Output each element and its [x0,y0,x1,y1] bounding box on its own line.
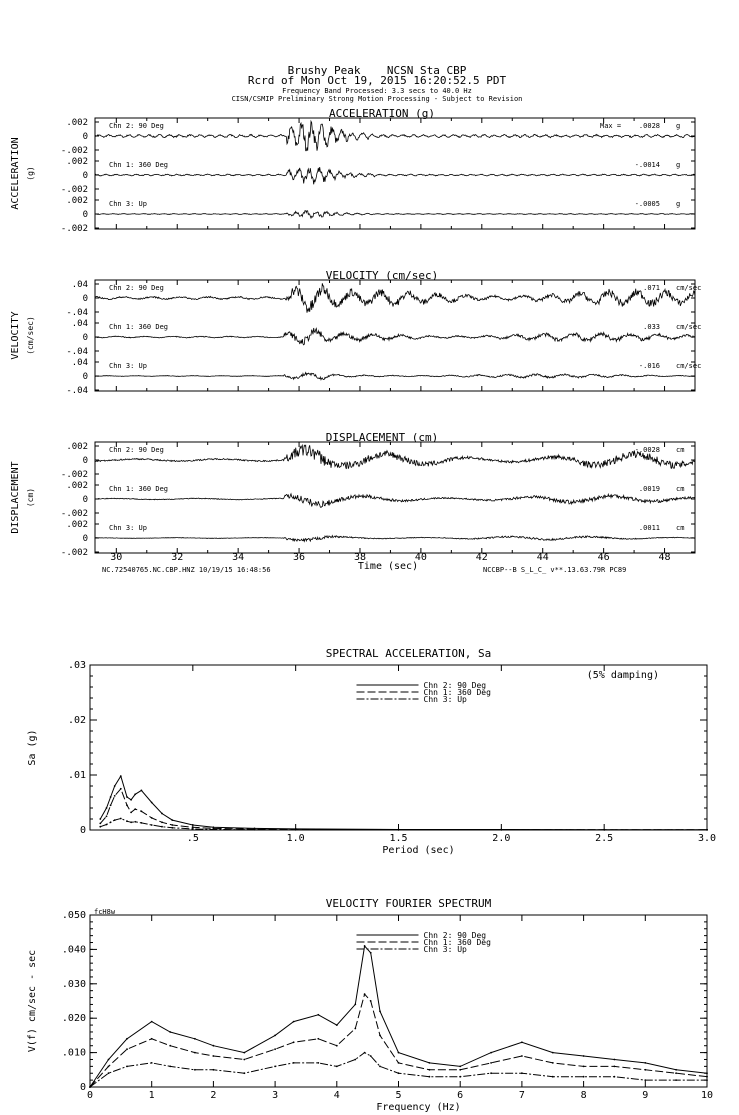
data-point [274,1066,276,1068]
channel-label: Chn 2: 90 Deg [109,122,164,130]
x-tick-label: 0 [86,1090,94,1101]
channel-peak-value: -.0028 [634,446,660,454]
data-point [192,826,194,828]
data-point [706,829,708,831]
channel-peak-unit: cm/sec [676,323,702,331]
data-point [108,1072,110,1074]
data-point [151,1021,153,1023]
channel-peak-unit: cm/sec [676,284,702,292]
amplitude-tick-label: -.002 [60,548,88,558]
channel-peak-unit: g [676,161,681,169]
data-point [317,1038,319,1040]
panel-frame [95,118,695,229]
data-point [459,1076,461,1078]
data-point [552,1062,554,1064]
data-point [213,829,215,831]
data-point [354,1028,356,1030]
series-line [100,789,707,830]
data-point [644,1079,646,1081]
time-tick-label: 44 [536,552,549,563]
data-point [490,1062,492,1064]
y-axis-label: Sa (g) [27,729,38,766]
data-point [151,1062,153,1064]
data-point [706,1072,708,1074]
amplitude-tick-label: -.002 [60,146,88,156]
time-tick-label: 42 [475,552,488,563]
data-point [379,1066,381,1068]
data-point [151,824,153,826]
channel-waveform [95,373,695,380]
data-point [336,1066,338,1068]
channel-peak-unit: g [676,122,681,130]
data-point [110,796,112,798]
data-point [169,1045,171,1047]
time-tick-label: 36 [293,552,306,563]
amplitude-tick-label: 0 [82,132,88,142]
panel-ylabel: DISPLACEMENT [10,461,21,534]
amplitude-tick-label: .002 [66,196,88,206]
legend-entry: Chn 1: 360 Deg [423,938,491,947]
x-tick-label: 9 [642,1090,649,1101]
data-point [644,1069,646,1071]
x-tick-label: 2.0 [492,833,511,844]
data-point [500,829,502,831]
data-point [99,818,101,820]
data-point [614,1059,616,1061]
amplitude-tick-label: .002 [66,118,88,128]
channel-peak-value: -.0014 [634,161,660,169]
data-point [317,1062,319,1064]
y-tick-label: 0 [79,1082,86,1093]
data-point [151,1038,153,1040]
amplitude-tick-label: -.04 [66,347,88,357]
y-tick-label: .01 [67,770,86,781]
data-point [106,815,108,817]
x-tick-label: 1.5 [389,833,408,844]
channel-label: Chn 1: 360 Deg [109,485,169,493]
data-point [398,829,400,831]
y-tick-label: .030 [61,978,86,990]
time-tick-label: 32 [171,552,184,563]
amplitude-tick-label: -.002 [60,470,88,480]
data-point [364,945,366,947]
y-tick-label: .03 [67,660,86,671]
data-point [108,1059,110,1061]
data-point [114,785,116,787]
data-point [141,822,143,824]
y-tick-label: 0 [79,825,86,836]
data-point [243,1059,245,1061]
data-point [171,827,173,829]
x-tick-label: 2.5 [595,833,614,844]
chart-frame [90,665,707,830]
chart-title: VELOCITY FOURIER SPECTRUM [325,897,492,910]
data-point [293,1041,295,1043]
chart-title: SPECTRAL ACCELERATION, Sa [325,647,492,660]
panel-title: DISPLACEMENT (cm) [325,431,439,444]
data-point [126,804,128,806]
data-point [370,1000,372,1002]
footer-processing-code: NCCBP--B S_L_C_ v**.13.63.79R PC89 [483,566,627,574]
channel-peak-value: -.0005 [634,200,660,208]
data-point [194,1069,196,1071]
data-point [194,1052,196,1054]
channel-label: Chn 1: 360 Deg [109,323,169,331]
data-point [130,812,132,814]
channel-label: Chn 3: Up [109,200,147,208]
data-point [134,793,136,795]
footer-record-id: NC.72540765.NC.CBP.HNZ 10/19/15 16:48:56 [102,566,271,574]
time-tick-label: 30 [110,552,123,563]
header-station: Brushy Peak NCSN Sta CBP [287,64,467,77]
amplitude-tick-label: 0 [82,456,88,466]
data-point [521,1055,523,1057]
channel-waveform [95,211,695,218]
data-point [134,821,136,823]
x-tick-label: 1 [148,1090,155,1101]
amplitude-tick-label: -.002 [60,509,88,519]
data-point [379,1010,381,1012]
x-tick-label: 6 [457,1090,464,1101]
header-record: Rcrd of Mon Oct 19, 2015 16:20:52.5 PDT [247,74,507,87]
time-axis-label: Time (sec) [357,561,419,572]
channel-peak-unit: cm/sec [676,362,702,370]
x-tick-label: 3.0 [697,833,717,844]
series-line [100,776,707,830]
legend-entry: Chn 3: Up [423,945,467,954]
data-point [114,819,116,821]
data-point [336,1024,338,1026]
data-point [583,1076,585,1078]
panel-unit-label: (cm/sec) [26,316,35,355]
data-point [336,1045,338,1047]
damping-annotation: (5% damping) [586,670,659,681]
data-point [114,795,116,797]
data-point [603,829,605,831]
amplitude-tick-label: 0 [82,294,88,304]
time-tick-label: 46 [597,552,610,563]
data-point [370,952,372,954]
data-point [583,1066,585,1068]
data-point [398,1062,400,1064]
data-point [254,829,256,831]
time-tick-label: 38 [353,552,366,563]
legend-entry: Chn 1: 360 Deg [423,688,491,697]
amplitude-tick-label: 0 [82,372,88,382]
channel-peak-unit: g [676,200,681,208]
panel-title: ACCELERATION (g) [329,107,435,120]
data-point [490,1072,492,1074]
amplitude-tick-label: 0 [82,495,88,505]
data-point [398,1052,400,1054]
time-tick-label: 40 [414,552,427,563]
time-tick-label: 48 [658,552,671,563]
channel-label: Chn 3: Up [109,362,147,370]
data-point [293,1021,295,1023]
data-point [583,1055,585,1057]
y-tick-label: .040 [61,944,86,956]
amplitude-tick-label: -.002 [60,185,88,195]
data-point [293,1062,295,1064]
channel-peak-unit: cm [676,446,685,454]
data-point [120,818,122,820]
panel-title: VELOCITY (cm/sec) [325,269,439,282]
channel-label: Chn 2: 90 Deg [109,284,164,292]
data-point [354,1059,356,1061]
x-tick-label: 7 [518,1090,525,1101]
x-tick-label: 4 [333,1090,340,1101]
data-point [126,1048,128,1050]
data-point [126,1038,128,1040]
data-point [614,1076,616,1078]
amplitude-tick-label: -.04 [66,308,88,318]
legend-entry: Chn 2: 90 Deg [423,681,487,690]
data-point [169,1031,171,1033]
data-point [370,1055,372,1057]
data-point [213,1055,215,1057]
data-point [379,1035,381,1037]
amplitude-tick-label: 0 [82,171,88,181]
data-point [243,1052,245,1054]
data-point [120,775,122,777]
amplitude-tick-label: 0 [82,534,88,544]
data-point [151,817,153,819]
amplitude-tick-label: -.002 [60,224,88,234]
data-point [171,819,173,821]
data-point [106,824,108,826]
data-point [317,1014,319,1016]
report-header [232,64,523,103]
data-point [459,1066,461,1068]
panel-ylabel: VELOCITY [10,311,21,360]
data-point [706,1076,708,1078]
channel-waveform [95,536,695,542]
data-point [354,1004,356,1006]
data-point [126,796,128,798]
data-point [169,1066,171,1068]
amplitude-tick-label: 0 [82,210,88,220]
x-tick-label: 8 [580,1090,587,1101]
data-point [171,824,173,826]
legend-entry: Chn 3: Up [423,695,467,704]
legend-entry: Chn 2: 90 Deg [423,931,487,940]
x-axis-label: Frequency (Hz) [376,1102,461,1113]
data-point [110,804,112,806]
x-tick-label: 1.0 [286,833,305,844]
channel-peak-value: -.016 [638,362,660,370]
y-tick-label: .010 [61,1047,86,1059]
x-tick-label: 5 [395,1090,402,1101]
time-tick-label: 34 [232,552,245,563]
data-point [490,1052,492,1054]
data-point [243,1072,245,1074]
data-point [429,1076,431,1078]
data-point [99,823,101,825]
header-processing-note: CISN/CSMIP Preliminary Strong Motion Processing - Subject to Revision [231,95,523,103]
channel-waveform [95,167,695,184]
data-point [134,808,136,810]
data-point [99,826,101,828]
data-point [194,1038,196,1040]
data-point [364,993,366,995]
data-point [675,1072,677,1074]
data-point [141,810,143,812]
data-point [429,1069,431,1071]
data-point [192,828,194,830]
data-point [161,821,163,823]
header-frequency-band: Frequency Band Processed: 3.3 secs to 40.0 Hz [282,87,472,95]
data-point [429,1062,431,1064]
x-tick-label: 3 [272,1090,279,1101]
channel-waveform [95,494,695,508]
data-point [614,1066,616,1068]
amplitude-tick-label: .002 [66,481,88,491]
data-point [295,829,297,831]
channel-waveform [95,283,695,312]
channel-waveform [95,445,695,469]
data-point [141,790,143,792]
y-tick-label: .020 [61,1013,86,1025]
data-point [106,807,108,809]
channel-peak-value: .033 [643,323,660,331]
data-point [459,1069,461,1071]
data-point [706,1079,708,1081]
data-point [398,1072,400,1074]
x-tick-label: .5 [186,833,199,844]
data-point [120,788,122,790]
chart-frame [90,915,707,1087]
amplitude-tick-label: .04 [71,280,88,290]
amplitude-tick-label: -.04 [66,386,88,396]
channel-peak-unit: cm [676,524,685,532]
time-history-panels [10,107,701,563]
data-point [274,1035,276,1037]
y-tick-label: .050 [61,910,86,921]
channel-waveform [95,328,695,345]
data-point [89,1086,91,1088]
channel-peak-value: .071 [643,284,660,292]
channel-peak-unit: cm [676,485,685,493]
panel-unit-label: (cm) [26,487,35,508]
data-point [675,1069,677,1071]
max-prefix: Max = [600,122,622,130]
data-point [644,1062,646,1064]
amplitude-tick-label: .04 [71,358,88,368]
amplitude-tick-label: .002 [66,442,88,452]
data-point [130,799,132,801]
channel-peak-value: .0028 [638,122,660,130]
data-point [213,1069,215,1071]
data-point [126,1066,128,1068]
y-tick-label: .02 [67,715,86,726]
channel-peak-value: .0011 [638,524,660,532]
amplitude-tick-label: .002 [66,157,88,167]
data-point [108,1066,110,1068]
data-point [151,802,153,804]
channel-label: Chn 1: 360 Deg [109,161,169,169]
data-point [521,1041,523,1043]
x-tick-label: 2 [210,1090,217,1101]
data-point [675,1079,677,1081]
data-point [192,824,194,826]
channel-label: Chn 2: 90 Deg [109,446,164,454]
velocity-fourier-spectrum-chart [27,897,713,1113]
channel-peak-value: .0019 [638,485,660,493]
spectral-acceleration-chart [27,647,716,856]
data-point [213,1045,215,1047]
x-tick-label: 10 [700,1090,714,1101]
data-point [364,1052,366,1054]
x-axis-label: Period (sec) [382,845,455,856]
data-point [130,821,132,823]
data-point [274,1048,276,1050]
amplitude-tick-label: 0 [82,333,88,343]
data-point [110,821,112,823]
data-point [161,813,163,815]
data-point [521,1072,523,1074]
channel-label: Chn 3: Up [109,524,147,532]
amplitude-tick-label: .04 [71,319,88,329]
y-axis-label: V(f) cm/sec - sec [27,949,38,1053]
data-point [161,826,163,828]
corner-label: fcH8w [94,908,116,916]
panel-ylabel: ACCELERATION [10,137,21,210]
data-point [552,1052,554,1054]
data-point [126,820,128,822]
panel-unit-label: (g) [26,166,35,181]
amplitude-tick-label: .002 [66,520,88,530]
data-point [552,1076,554,1078]
